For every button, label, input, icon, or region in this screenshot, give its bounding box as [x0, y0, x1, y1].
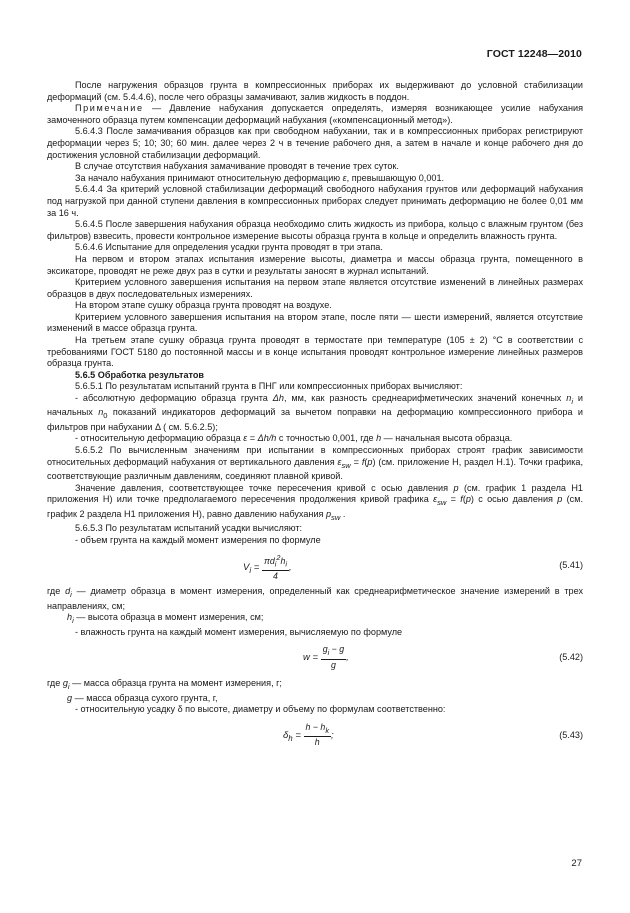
text: , мм, как разность среднеарифметических значений конечных [283, 393, 567, 404]
text: где [47, 678, 61, 689]
definition-g: g — масса образца сухого грунта, г, [67, 692, 218, 703]
paragraph-stage3: На третьем этапе сушку образца грунта проводят в термостате при температуре (105 ± 2) °С в соответствии с требованиями ГОСТ 5180 до постоянной массы и в конце испытания проводят контрольное измерение линейных размеров образца грунта. [47, 335, 583, 369]
definition-h: $h_i$ — высота образца в момент измерения, см; [67, 612, 264, 626]
formula-expression: $\delta_h$ = $\frac{h - h_k}{h}$ ; [283, 721, 334, 748]
text: ( см. 5.6.2.5); [160, 421, 218, 432]
paragraph-volume: - объем грунта на каждый момент измерения по формуле [75, 534, 321, 545]
paragraph-pressure: Значение давления, соответствующее точке пересечения кривой с осью давления p (см. график 1 раздела Н1 приложения Н) или точке предполагаемого пересечения продолжения кривой графика $\varepsilon_{sw} = f(p)$ с осью давления p (см. график 2 раздела Н1 приложения Н), равно давлению набухания $p_{sw}$ . [47, 482, 583, 522]
paragraph-moisture: - влажность грунта на каждый момент измерения, вычисляемую по формуле [75, 626, 403, 637]
paragraph-5643: 5.6.4.3 После замачивания образцов как при свободном набухании, так и в компрессионных приборах регистрируют деформации через 5; 10; 30; 60 мин. далее через 2 ч в течение рабочего дня, а затем в начале и конце рабочего дня до достижения условной стабилизации деформаций. [47, 126, 583, 160]
page-body [47, 80, 583, 756]
paragraph-abs-deformation: - абсолютную деформацию образца грунта Δh, мм, как разность среднеарифметических значений конечных $n_i$ и начальных $n_0$ показаний индикаторов деформаций за вычетом поправки на деформацию компрессионного прибора и фильтров при набухании Δ ( см. 5.6.2.5); [47, 393, 583, 432]
text: (см. график 2 раздела Н1 приложения Н), равно давлению набухания [47, 494, 583, 519]
paragraph-5651: 5.6.5.1 По результатам испытаний грунта в ПНГ или компрессионных приборах вычисляют: [75, 381, 463, 392]
text: — масса образца грунта на момент измерения, г; [69, 678, 282, 689]
text: 5.6.5.2 По вычисленным значениям при испытании в компрессионных приборах строят график зависимости относительных деформаций набухания от вертикального давления [47, 445, 583, 467]
text: — масса образца сухого грунта, г, [72, 692, 218, 703]
formula-expression: $V_i$ = $\frac{\pi d_i^2h_i}{4}$ , [243, 553, 292, 582]
text: и начальных [47, 393, 583, 418]
formula-number: (5.41) [559, 560, 583, 571]
text: (см. график 1 раздела Н1 приложения Н) или точке предполагаемого пересечения продолжения кривой графика [47, 482, 583, 505]
paragraph-5652: 5.6.5.2 По вычисленным значениям при испытании в компрессионных приборах строят график зависимости относительных деформаций набухания от вертикального давления $\varepsilon_{sw} = f(p)$ (см. приложение Н, раздел Н.1). Точки графика, соответствующие различным давлениям, соединяют плавной кривой. [47, 445, 583, 482]
text: - абсолютную деформацию образца грунта [75, 393, 273, 404]
text: , превышающую 0,001. [346, 172, 445, 183]
text: — высота образца в момент измерения, см; [73, 612, 264, 623]
paragraph-5644: 5.6.4.4 За критерий условной стабилизации деформаций свободного набухания грунтов или деформаций набухания под нагрузкой при данной ступени давления в компрессионных приборах следует принимать деформацию не более 0,01 мм за 16 ч. [47, 184, 583, 218]
note-label: Примечание [75, 103, 144, 114]
text: с точностью 0,001, где [276, 433, 377, 444]
note-paragraph [47, 103, 583, 126]
text: - относительную деформацию образца [75, 433, 244, 444]
document-header: ГОСТ 12248—2010 [486, 48, 582, 60]
definition-d: где $d_i$ — диаметр образца в момент измерения, определенный как среднеарифметическое значение измерений в трех направлениях, см; [47, 586, 583, 611]
text: с осью давления [473, 494, 558, 505]
text: — начальная высота образца. [381, 433, 513, 444]
paragraph-shrinkage: - относительную усадку δ по высоте, диаметру и объему по формулам соответственно: [75, 704, 446, 715]
text: — диаметр образца в момент измерения, определенный как среднеарифметическое значение измерений в трех направлениях, см; [47, 586, 583, 611]
formula-number: (5.42) [559, 652, 583, 663]
paragraph-no-swell: В случае отсутствия набухания замачивание проводят в течение трех суток. [75, 161, 399, 172]
paragraph-5653: 5.6.5.3 По результатам испытаний усадки вычисляют: [75, 523, 303, 534]
section-heading-565: 5.6.5 Обработка результатов [75, 369, 204, 380]
paragraph-stage12: На первом и втором этапах испытания измерение высоты, диаметра и массы образца грунта, помещенного в эксикаторе, проводят не реже двух раз в сутки и результаты заносят в журнал испытаний. [47, 253, 583, 276]
definition-gi: где $g_i$ — масса образца грунта на момент измерения, г; [47, 678, 282, 692]
paragraph-rel-deformation: - относительную деформацию образца ε = Δh/h с точностью 0,001, где h — начальная высота образца. [75, 433, 513, 444]
formula-5-41 [47, 546, 583, 586]
text: показаний индикаторов деформаций за вычетом поправки на деформацию компрессионного прибора и фильтров при набухании [47, 407, 583, 432]
paragraph-5646: 5.6.4.6 Испытание для определения усадки грунта проводят в три этапа. [75, 242, 383, 253]
text: За начало набухания принимают относительную деформацию [75, 172, 343, 183]
text: (см. приложение Н, раздел Н.1). Точки графика, соответствующие различным давлениям, соединяют плавной кривой. [47, 456, 583, 482]
formula-5-42 [47, 638, 583, 678]
paragraph-swell-start: За начало набухания принимают относительную деформацию ε, превышающую 0,001. [75, 172, 445, 183]
text: Значение давления, соответствующее точке пересечения кривой с осью давления [75, 482, 454, 493]
text: где [47, 586, 61, 597]
formula-5-43 [47, 716, 583, 756]
page-number: 27 [571, 858, 582, 869]
paragraph: После нагружения образцов грунта в компрессионных приборах их выдерживают до условной стабилизации деформаций (см. 5.4.4.6), после чего образцы замачивают, залив жидкость в поддон. [47, 80, 583, 102]
note-text: — Давление набухания допускается определять, измеряя возникающее усилие набухания замоченного образца путем компенсации деформаций набухания («компенсационный метод»). [47, 103, 583, 125]
paragraph-criterion1: Критерием условного завершения испытания на первом этапе является отсутствие изменений в линейных размерах образцов в двух последовательных измерениях. [47, 277, 583, 299]
paragraph-5645: 5.6.4.5 После завершения набухания образца необходимо слить жидкость из прибора, кольцо с влажным грунтом (без фильтров) взвесить, провести контрольное измерение высоты образца грунта в кольце и определить влажность грунта. [47, 219, 583, 241]
formula-expression: w = $\frac{g_i - g}{g}$ , [303, 644, 349, 670]
paragraph-stage2: На втором этапе сушку образца грунта проводят на воздухе. [75, 300, 332, 311]
formula-number: (5.43) [559, 729, 583, 740]
paragraph-criterion2: Критерием условного завершения испытания на втором этапе, после пяти — шести измерений, является отсутствие изменений в массе образца грунта. [47, 311, 583, 334]
